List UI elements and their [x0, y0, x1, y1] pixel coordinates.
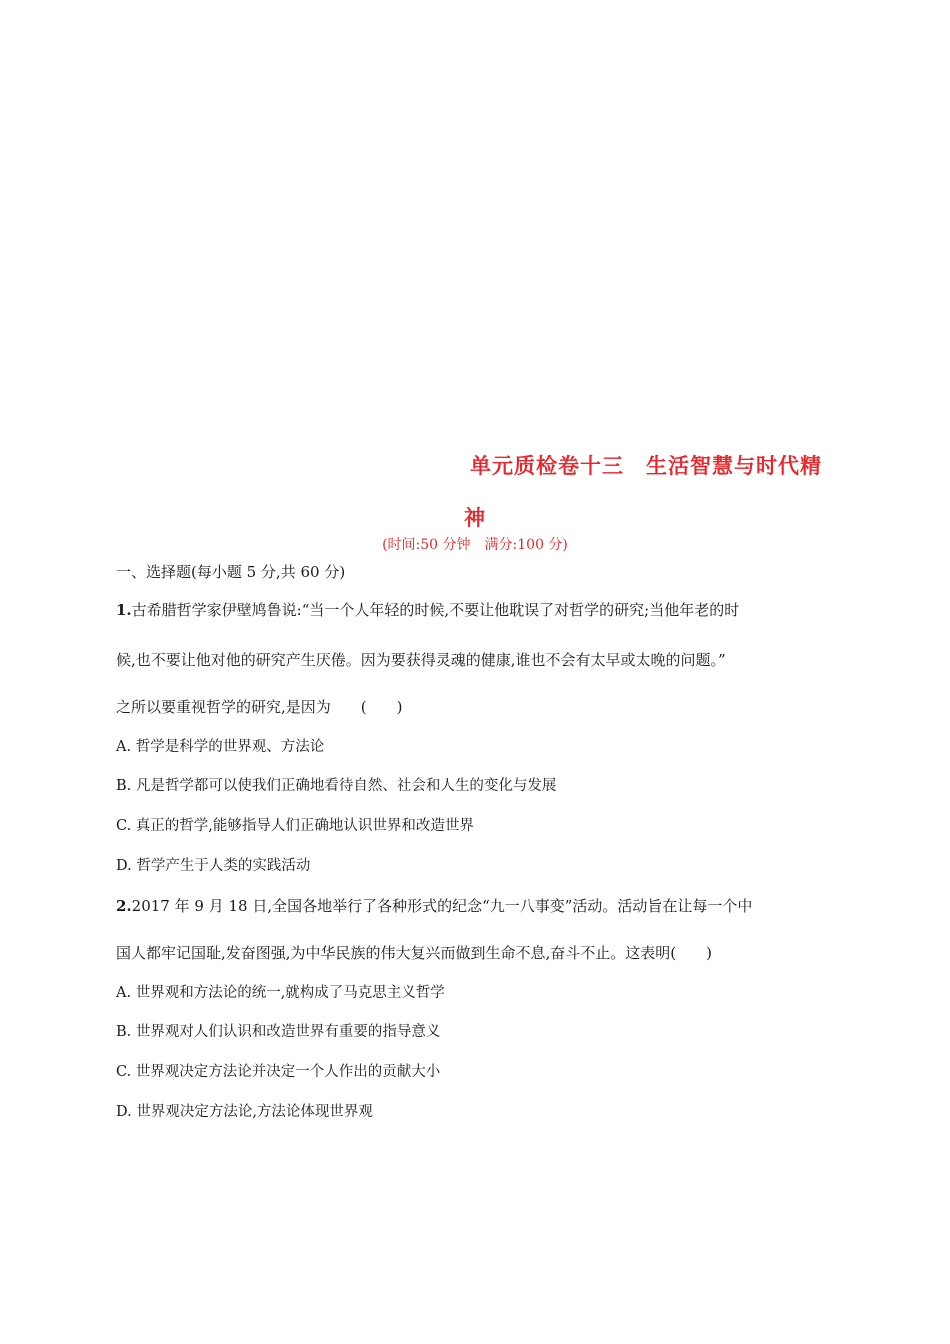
question-1-line-2: 候,也不要让他对他的研究产生厌倦。因为要获得灵魂的健康,谁也不会有太早或太晚的问题。” [116, 651, 726, 669]
question-2-option-b: B. 世界观对人们认识和改造世界有重要的指导意义 [116, 1024, 441, 1040]
question-1-line-1 [116, 600, 739, 620]
question-1-option-a: A. 哲学是科学的世界观、方法论 [116, 739, 325, 755]
question-number: 2. [116, 897, 132, 915]
question-1-option-c: C. 真正的哲学,能够指导人们正确地认识世界和改造世界 [116, 818, 474, 834]
section-heading: 一、选择题(每小题 5 分,共 60 分) [116, 563, 346, 581]
question-1-option-d: D. 哲学产生于人类的实践活动 [116, 858, 311, 874]
page-title-line-2: 神 [464, 506, 485, 530]
exam-info-subtitle: (时间:50 分钟 满分:100 分) [382, 537, 568, 553]
page-title-line-1: 单元质检卷十三 生活智慧与时代精 [470, 454, 822, 478]
question-1-line-3: 之所以要重视哲学的研究,是因为 ( ) [116, 698, 403, 716]
question-2-line-1 [116, 896, 752, 916]
question-2-line-2: 国人都牢记国耻,发奋图强,为中华民族的伟大复兴而做到生命不息,奋斗不止。这表明( ) [116, 944, 713, 962]
question-1-option-b: B. 凡是哲学都可以使我们正确地看待自然、社会和人生的变化与发展 [116, 778, 557, 794]
question-text: 古希腊哲学家伊壁鸠鲁说:“当一个人年轻的时候,不要让他耽误了对哲学的研究;当他年老的时 [131, 601, 740, 619]
question-text: 2017 年 9 月 18 日,全国各地举行了各种形式的纪念“九一八事变”活动。活动旨在让每一个中 [131, 897, 753, 915]
question-2-option-a: A. 世界观和方法论的统一,就构成了马克思主义哲学 [116, 985, 445, 1001]
question-number: 1. [116, 601, 132, 619]
question-2-option-c: C. 世界观决定方法论并决定一个人作出的贡献大小 [116, 1064, 441, 1080]
question-2-option-d: D. 世界观决定方法论,方法论体现世界观 [116, 1104, 373, 1120]
